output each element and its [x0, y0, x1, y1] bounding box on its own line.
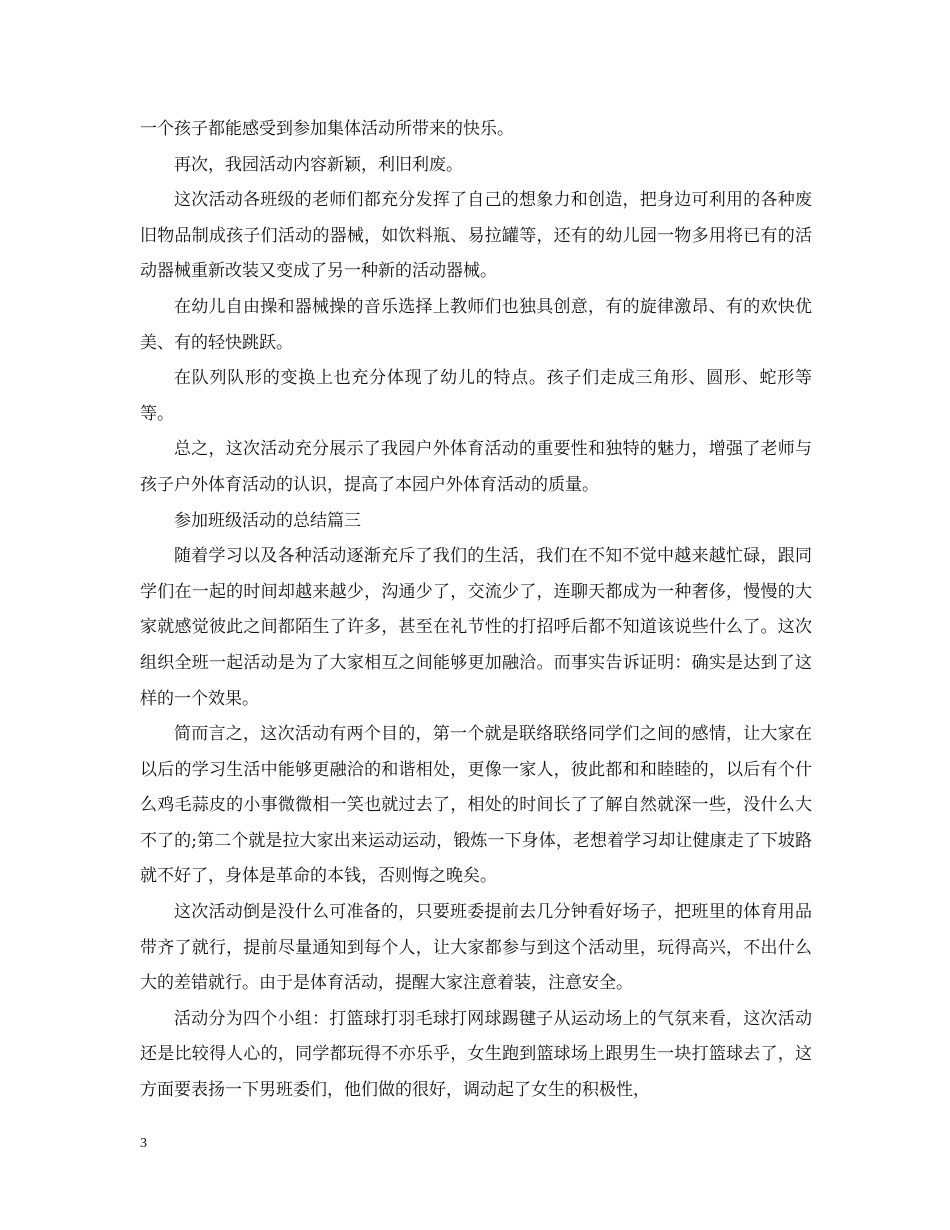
paragraph-1: 一个孩子都能感受到参加集体活动所带来的快乐。 [140, 119, 514, 139]
paragraph-9: 这次活动倒是没什么可准备的，只要班委提前去几分钟看好场子，把班里的体育用品带齐了就行，提前尽量通知到每个人，让大家都参与到这个活动里，玩得高兴，不出什么大的差错就行。由于是体育活动，提醒大家注意着装，注意安全。 [140, 902, 812, 994]
paragraph-4: 在幼儿自由操和器械操的音乐选择上教师们也独具创意，有的旋律激昂、有的欢快优美、有的轻快跳跃。 [140, 296, 812, 353]
paragraph-7: 随着学习以及各种活动逐渐充斥了我们的生活，我们在不知不觉中越来越忙碌，跟同学们在一起的时间却越来越少，沟通少了，交流少了，连聊天都成为一种奢侈，慢慢的大家就感觉彼此之间都陌生了许多，甚至在礼节性的打招呼后都不知道该说些什么了。这次组织全班一起活动是为了大家相互之间能够更加融洽。而事实告诉证明：确实是达到了这样的一个效果。 [140, 546, 812, 709]
paragraph-3: 这次活动各班级的老师们都充分发挥了自己的想象力和创造，把身边可利用的各种废旧物品制成孩子们活动的器械，如饮料瓶、易拉罐等，还有的幼儿园一物多用将已有的活动器械重新改装又变成了另一种新的活动器械。 [140, 190, 812, 282]
page-number: 3 [140, 1136, 147, 1151]
paragraph-5: 在队列队形的变换上也充分体现了幼儿的特点。孩子们走成三角形、圆形、蛇形等等。 [140, 368, 812, 424]
paragraph-6: 总之，这次活动充分展示了我园户外体育活动的重要性和独特的魅力，增强了老师与孩子户外体育活动的认识，提高了本园户外体育活动的质量。 [140, 439, 812, 495]
section-heading: 参加班级活动的总结篇三 [174, 510, 361, 531]
document-body [140, 112, 812, 1109]
paragraph-8: 简而言之，这次活动有两个目的，第一个就是联络联络同学们之间的感情，让大家在以后的学习生活中能够更融洽的和谐相处，更像一家人，彼此都和和睦睦的，以后有个什么鸡毛蒜皮的小事微微相一笑也就过去了，相处的时间长了了解自然就深一些，没什么大不了的;第二个就是拉大家出来运动运动，锻炼一下身体，老想着学习却让健康走了下坡路就不好了，身体是革命的本钱，否则悔之晚矣。 [140, 724, 812, 887]
paragraph-2: 再次，我园活动内容新颖，利旧利废。 [174, 154, 463, 175]
paragraph-10: 活动分为四个小组：打篮球打羽毛球打网球踢毽子从运动场上的气氛来看，这次活动还是比较得人心的，同学都玩得不亦乐乎，女生跑到篮球场上跟男生一块打篮球去了，这方面要表扬一下男班委们，他们做的很好，调动起了女生的积极性， [140, 1008, 812, 1101]
